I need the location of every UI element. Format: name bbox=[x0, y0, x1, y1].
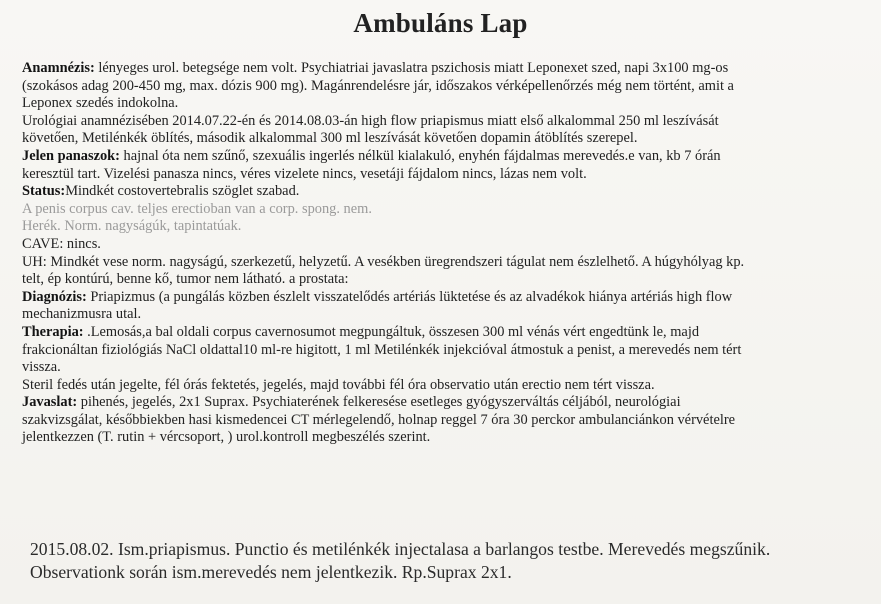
document-title: Ambuláns Lap bbox=[353, 8, 528, 38]
line-text: szakvizsgálat, későbbiekben hasi kismedencei CT mérlegelendő, holnap reggel 7 óra 30 perckor ambulanciánkon vérvételre bbox=[22, 411, 736, 428]
section-label-recommendation: Javaslat: bbox=[22, 394, 78, 411]
section-label-diagnosis: Diagnózis: bbox=[22, 288, 87, 305]
text-line-faded bbox=[22, 218, 868, 236]
line-text: mechanizmusra utal. bbox=[22, 306, 142, 323]
section-label-status: Status: bbox=[22, 183, 66, 200]
text-line bbox=[22, 148, 868, 166]
followup-line: 2015.08.02. Ism.priapismus. Punctio és metilénkék injectalasa a barlangos testbe. Merevedés megszűnik. bbox=[30, 539, 771, 559]
line-text: frakcionáltan fiziológiás NaCl oldattal10 ml-re higitott, 1 ml Metilénkék injekcióval átmostuk a penist, a merevedés nem tért bbox=[22, 341, 742, 358]
text-line-faded bbox=[22, 201, 868, 219]
text-line bbox=[22, 394, 868, 412]
text-line bbox=[22, 271, 868, 289]
text-line bbox=[22, 95, 868, 113]
line-text: CAVE: nincs. bbox=[22, 235, 101, 252]
text-line bbox=[22, 166, 868, 184]
text-line bbox=[22, 78, 868, 96]
line-text: Urológiai anamnézisében 2014.07.22-én és 2014.08.03-án high flow priapismus miatt első alkalommal 250 ml leszívását bbox=[22, 112, 719, 129]
line-text: vissza. bbox=[22, 359, 61, 376]
text-line bbox=[22, 306, 868, 324]
line-text: Leponex szedés indokolna. bbox=[22, 95, 179, 112]
text-line bbox=[22, 377, 868, 395]
text-line bbox=[22, 412, 868, 430]
section-label-complaints: Jelen panaszok: bbox=[22, 147, 120, 164]
line-text: telt, ép kontúrú, benne kő, tumor nem látható. a prostata: bbox=[22, 271, 349, 288]
line-text: pihenés, jegelés, 2x1 Suprax. Psychiaterének felkeresése esetleges gyógyszerváltás céljából, neurológiai bbox=[77, 394, 681, 411]
line-text: UH: Mindkét vese norm. nagyságú, szerkezetű, helyzetű. A vesékben üregrendszeri tágulat nem észlelhető. A húgyhólyag kp. bbox=[22, 253, 745, 270]
line-text: Mindkét costovertebralis szöglet szabad. bbox=[65, 183, 300, 200]
line-text: lényeges urol. betegsége nem volt. Psychiatriai javaslatra pszichosis miatt Leponexet szed, napi 3x100 mg-os bbox=[94, 60, 729, 76]
followup-line: Observationk során ism.merevedés nem jelentkezik. Rp.Suprax 2x1. bbox=[30, 562, 512, 582]
followup-note bbox=[30, 538, 870, 584]
section-label-anamnesis: Anamnézis: bbox=[22, 60, 95, 76]
text-line bbox=[22, 359, 868, 377]
line-text: A penis corpus cav. teljes erectioban van a corp. spong. nem. bbox=[22, 200, 372, 217]
line-text: követően, Metilénkék öblítés, második alkalommal 300 ml leszívását követően dopamin átöblítés szerepel. bbox=[22, 130, 638, 147]
text-line bbox=[22, 183, 868, 201]
section-label-therapy: Therapia: bbox=[22, 323, 84, 340]
text-line bbox=[22, 254, 868, 272]
document-body bbox=[22, 60, 868, 447]
text-line bbox=[22, 113, 868, 131]
text-line bbox=[22, 60, 868, 78]
text-line bbox=[22, 289, 868, 307]
line-text: keresztül tart. Vizelési panasza nincs, véres vizelete nincs, vesetáji fájdalom nincs, lázas nem volt. bbox=[22, 165, 587, 182]
text-line bbox=[22, 429, 868, 447]
text-line bbox=[22, 324, 868, 342]
line-text: Priapizmus (a pungálás közben észlelt visszatelődés artériás lüktetése és az alvadékok hiánya artériás high flow bbox=[86, 288, 733, 305]
line-text: Herék. Norm. nagyságúk, tapintatúak. bbox=[22, 218, 242, 235]
line-text: .Lemosás,a bal oldali corpus cavernosumot megpungáltuk, összesen 300 ml vénás vért engedtünk le, majd bbox=[83, 323, 700, 340]
text-line bbox=[22, 342, 868, 360]
line-text: (szokásos adag 200-450 mg, max. dózis 900 mg). Magánrendelésre jár, időszakos vérképellenőrzés még nem történt, amit a bbox=[22, 77, 734, 94]
line-text: Steril fedés után jegelte, fél órás fektetés, jegelés, majd további fél óra observatio után erectio nem tért vissza. bbox=[22, 376, 655, 393]
line-text: jelentkezzen (T. rutin + vércsoport, ) urol.kontroll megbeszélés szerint. bbox=[22, 429, 431, 446]
text-line bbox=[22, 236, 868, 254]
line-text: hajnal óta nem szűnő, szexuális ingerlés nélkül kialakuló, enyhén fájdalmas merevedés.e van, kb 7 órán bbox=[119, 147, 721, 164]
text-line bbox=[22, 130, 868, 148]
